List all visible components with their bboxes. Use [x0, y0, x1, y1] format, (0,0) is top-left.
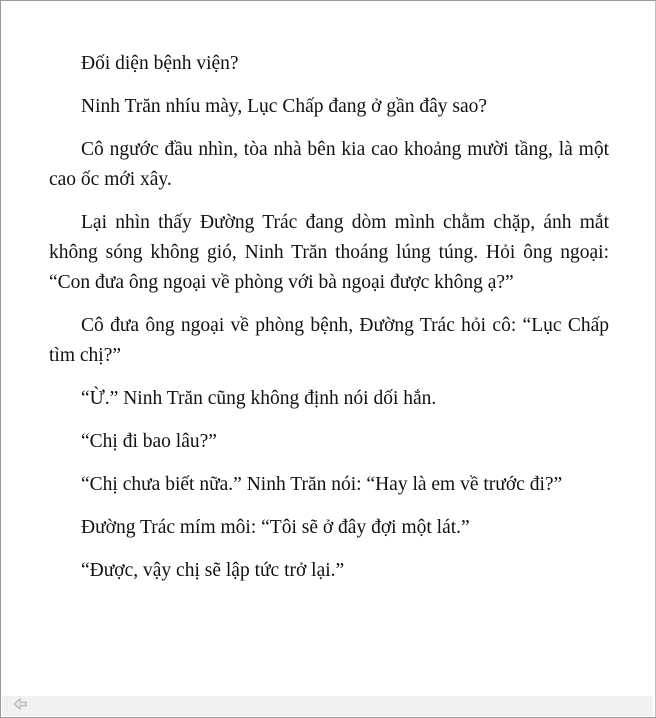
paragraph-3: Cô ngước đầu nhìn, tòa nhà bên kia cao khoảng mười tầng, là một cao ốc mới xây.: [49, 139, 609, 190]
paragraph-4: Lại nhìn thấy Đường Trác đang dòm mình chằm chặp, ánh mắt không sóng không gió, Ninh Trăn thoáng lúng túng. Hỏi ông ngoại: “Con đưa ông ngoại về phòng với bà ngoại được không ạ?”: [49, 212, 609, 293]
paragraph-9: Đường Trác mím môi: “Tôi sẽ ở đây đợi một lát.”: [81, 517, 470, 538]
paragraph-8: “Chị chưa biết nữa.” Ninh Trăn nói: “Hay là em về trước đi?”: [81, 474, 563, 495]
back-arrow-icon[interactable]: [13, 698, 27, 710]
paragraph-7: “Chị đi bao lâu?”: [81, 431, 217, 452]
paragraph-5: Cô đưa ông ngoại về phòng bệnh, Đường Trác hỏi cô: “Lục Chấp tìm chị?”: [49, 315, 609, 366]
paragraph-6: “Ừ.” Ninh Trăn cũng không định nói dối hắn.: [81, 388, 437, 409]
paragraph-1: Đối diện bệnh viện?: [81, 53, 239, 74]
document-page: [49, 49, 609, 599]
paragraph-2: Ninh Trăn nhíu mày, Lục Chấp đang ở gần đây sao?: [81, 96, 488, 117]
paragraph-10: “Được, vậy chị sẽ lập tức trở lại.”: [81, 560, 345, 581]
bottom-navigation-bar: [2, 696, 653, 716]
